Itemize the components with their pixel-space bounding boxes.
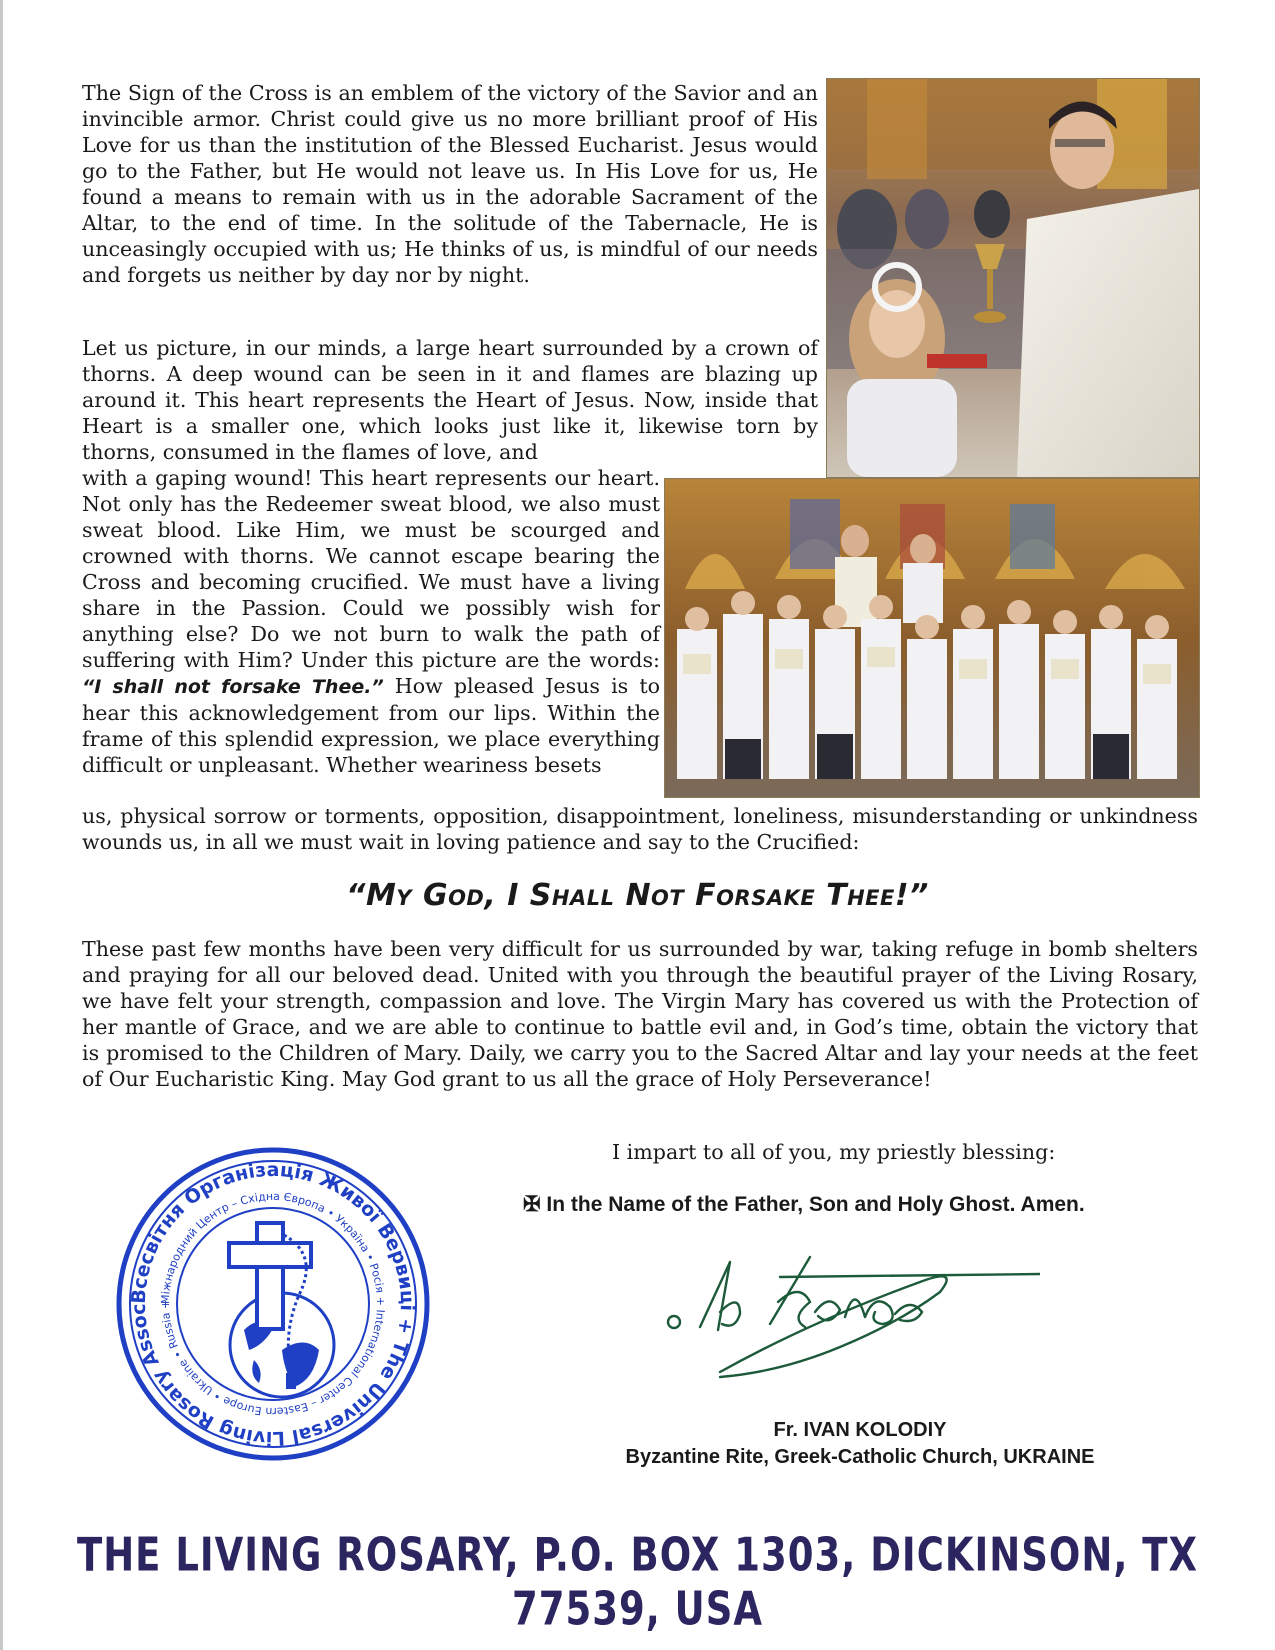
signer-title: Byzantine Rite, Greek-Catholic Church, UKRAINE bbox=[625, 1446, 1095, 1468]
seal-outer-text: Всесвітня Організація Живої Вервиці + The Universal Living Rosary Assoc bbox=[127, 1158, 419, 1450]
page-edge bbox=[0, 0, 3, 1650]
signature bbox=[660, 1252, 1040, 1402]
quote-heading: “My God, I Shall Not Forsake Thee!” bbox=[346, 878, 929, 913]
footer-address: THE LIVING ROSARY, P.O. BOX 1303, DICKINSON, TX 77539, USA bbox=[76, 1528, 1199, 1636]
paragraph-heart-text-before: with a gaping wound! This heart represents our heart. Not only has the Redeemer sweat blood, we also must sweat blood. Like Him, we must be scourged and crowned with thorns. We cannot escape bearing the Cross and becoming crucified. We must have a living share in the Passion. Could we possibly wish for anything else? Do we not burn to walk the path of suffering with Him? Under this picture are the words: bbox=[82, 466, 660, 672]
blessing-text: ✠ In the Name of the Father, Son and Holy Ghost. Amen. bbox=[523, 1193, 1085, 1216]
paragraph-war-prayer: These past few months have been very difficult for us surrounded by war, taking refuge in bomb shelters and praying for all our beloved dead. United with you through the beautiful prayer of the Living Rosary, we have felt your strength, compassion and love. The Virgin Mary has covered us with the Protection of her mantle of Grace, and we are able to continue to battle evil and, in God’s time, obtain the victory that is promised to the Children of Mary. Daily, we carry you to the Sacred Altar and lay your needs at the feet of Our Eucharistic King. May God grant to us all the grace of Holy Perseverance! bbox=[82, 937, 1198, 1091]
group-photo bbox=[664, 478, 1200, 798]
communion-photo bbox=[826, 78, 1200, 478]
paragraph-heart-text-after: How pleased Jesus is to hear this acknowledgement from our lips. Within the frame of this splendid expression, we place everything difficult or unpleasant. Whether weariness besets bbox=[82, 674, 661, 777]
paragraph-heart-part3: us, physical sorrow or torments, opposition, disappointment, loneliness, misunderstanding or unkindness wounds us, in all we must wait in loving patience and say to the Crucified: bbox=[82, 804, 1198, 854]
seal-inner-text: Міжнародний Центр – Східна Європа • Україна • Росія + International Center – Eastern Europe • Ukraine • Russia + bbox=[158, 1189, 388, 1419]
signer-name: Fr. IVAN KOLODIY bbox=[773, 1419, 947, 1441]
paragraph-heart-part1: Let us picture, in our minds, a large heart surrounded by a crown of thorns. A deep wound can be seen in it and flames are blazing up around it. This heart represents the Heart of Jesus. Now, inside that Heart is a smaller one, which looks just like it, likewise torn by thorns, consumed in the flames of love, and bbox=[82, 336, 818, 464]
blessing-intro: I impart to all of you, my priestly blessing: bbox=[612, 1140, 1056, 1164]
paragraph-heart-part2 bbox=[82, 465, 660, 778]
signer-name-row bbox=[0, 1419, 1158, 1442]
association-seal bbox=[114, 1145, 432, 1463]
forsake-thee-emphasis: “I shall not forsake Thee.” bbox=[82, 676, 384, 698]
paragraph-sign-of-cross: The Sign of the Cross is an emblem of the victory of the Savior and an invincible armor. Christ could give us no more brilliant proof of His Love for us than the institution of the Blessed Eucharist. Jesus would go to the Father, but He would not leave us. In His Love for us, He found a means to remain with us in the adorable Sacrament of the Altar, to the end of time. In the solitude of the Tabernacle, He is unceasingly occupied with us; He thinks of us, is mindful of our needs and forgets us neither by day nor by night. bbox=[82, 81, 818, 287]
